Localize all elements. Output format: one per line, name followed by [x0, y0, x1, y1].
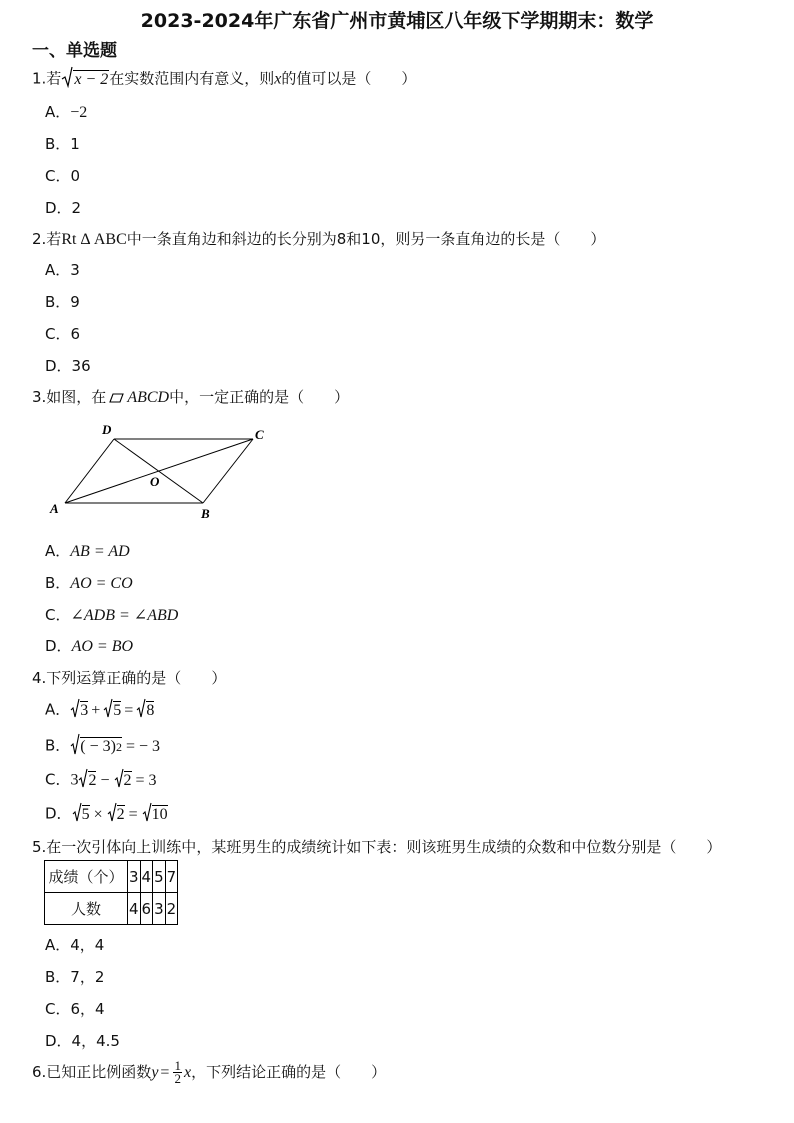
question-2: [32, 228, 605, 249]
radicand: 10: [151, 805, 168, 823]
q2-option-d[interactable]: D．36: [45, 357, 91, 375]
radicand: 5: [113, 701, 122, 719]
table-cell: 4: [140, 861, 153, 893]
result: = − 3: [125, 737, 161, 755]
sqrt-symbol-icon: [72, 801, 82, 827]
option-label: A．: [45, 103, 71, 121]
coefficient: 3: [70, 771, 79, 789]
q3-option-b[interactable]: [45, 572, 133, 593]
table-cell: 3: [128, 861, 141, 893]
option-value: ∠ADB = ∠ABD: [70, 607, 179, 624]
sqrt-symbol-icon: [142, 801, 152, 827]
parallelogram-name: ABCD: [127, 389, 170, 406]
question-1-text: 在实数范围内有意义，则: [109, 69, 275, 88]
operator: =: [128, 805, 138, 823]
section-heading: 一、单选题: [32, 41, 117, 61]
q4-option-d[interactable]: [45, 801, 168, 827]
q4-option-c[interactable]: [45, 767, 157, 793]
question-2-number: 2.若: [32, 230, 62, 248]
page-title: 2023-2024年广东省广州市黄埔区八年级下学期期末：数学: [140, 10, 654, 32]
label-d: D: [102, 422, 112, 437]
operator: −: [100, 771, 110, 789]
option-label: A．: [45, 542, 71, 560]
q4-option-b[interactable]: [45, 732, 160, 760]
option-label: B．: [45, 736, 71, 755]
q1-option-d[interactable]: D．2: [45, 199, 82, 217]
q3-option-c[interactable]: [45, 604, 178, 625]
label-a: A: [50, 501, 59, 516]
table-cell: 成绩（个）: [45, 861, 128, 893]
variable-y: y: [151, 1064, 159, 1081]
option-label: D．: [45, 637, 72, 655]
score-table: [44, 860, 178, 925]
question-6: [32, 1060, 386, 1085]
sqrt-symbol-icon: [114, 767, 124, 793]
operator: =: [160, 1064, 170, 1081]
question-2-text: 中一条直角边和斜边的长分别为8和10，则另一条直角边的长是（ ）: [126, 230, 606, 248]
radicand: 3: [80, 701, 89, 719]
table-cell: 人数: [45, 893, 128, 925]
question-6-number: 6.已知正比例函数: [32, 1063, 152, 1081]
parallelogram-figure: [44, 418, 274, 523]
question-3: [32, 386, 349, 407]
radicand-base: ( − 3): [80, 737, 116, 755]
radicand: x − 2: [74, 70, 109, 88]
q4-option-a[interactable]: [45, 697, 154, 723]
q5-option-c[interactable]: C．6，4: [45, 1000, 105, 1018]
sqrt-symbol-icon: [103, 697, 113, 723]
sqrt-symbol-icon: [70, 697, 80, 723]
label-o: O: [150, 474, 160, 489]
option-label: D．: [45, 804, 72, 823]
diagonal-bd: [114, 439, 203, 503]
option-label: A．: [45, 700, 71, 719]
option-label: C．: [45, 606, 71, 624]
numerator: 1: [174, 1058, 181, 1073]
sqrt-symbol-icon: [70, 732, 80, 760]
question-5: 5.在一次引体向上训练中，某班男生的成绩统计如下表：则该班男生成绩的众数和中位数分别是（ ）: [32, 838, 722, 856]
option-label: C．: [45, 770, 71, 789]
sqrt-symbol-icon: [107, 801, 117, 827]
q3-option-d[interactable]: [45, 635, 133, 656]
question-3-text: 中，一定正确的是（ ）: [169, 388, 350, 406]
q2-option-c[interactable]: C．6: [45, 325, 81, 343]
q1-option-c[interactable]: C．0: [45, 167, 81, 185]
sqrt-symbol-icon: [136, 697, 146, 723]
variable-x: x: [183, 1064, 192, 1081]
question-6-text: ，下列结论正确的是（ ）: [191, 1063, 387, 1081]
q5-option-b[interactable]: B．7，2: [45, 968, 105, 986]
q1-option-b[interactable]: B．1: [45, 135, 80, 153]
radicand: 2: [88, 771, 97, 789]
table-cell: 2: [165, 893, 178, 925]
result: = 3: [135, 771, 157, 789]
table-cell: 5: [153, 861, 166, 893]
operator: ×: [93, 805, 103, 823]
question-1-text-end: 的值可以是（ ）: [281, 69, 417, 88]
parallelogram-icon: [109, 389, 124, 407]
question-4: 4.下列运算正确的是（ ）: [32, 669, 227, 687]
q1-option-a[interactable]: [45, 101, 87, 122]
exponent: 2: [115, 739, 122, 754]
variable-x: x: [274, 70, 282, 88]
side-da: [65, 439, 114, 503]
table-cell: 3: [153, 893, 166, 925]
option-value: AO = BO: [71, 638, 134, 655]
sqrt-symbol-icon: [61, 66, 73, 92]
question-3-number: 3.如图，在: [32, 388, 107, 406]
q2-option-b[interactable]: B．9: [45, 293, 80, 311]
triangle-math: Rt Δ ABC: [61, 231, 127, 248]
radicand: 2: [116, 805, 125, 823]
radicand: 8: [146, 701, 155, 719]
denominator: 2: [174, 1071, 181, 1086]
table-cell: 7: [165, 861, 178, 893]
q3-option-a[interactable]: [45, 540, 130, 561]
option-label: B．: [45, 574, 71, 592]
label-c: C: [255, 427, 264, 442]
table-cell: 4: [128, 893, 141, 925]
question-1: [32, 66, 416, 92]
table-row: [45, 893, 178, 925]
sqrt-symbol-icon: [78, 767, 88, 793]
operator: =: [124, 701, 134, 719]
table-cell: 6: [140, 893, 153, 925]
radicand: 5: [81, 805, 90, 823]
table-row: [45, 861, 178, 893]
q5-option-d[interactable]: D．4，4.5: [45, 1032, 120, 1050]
option-value: AO = CO: [70, 575, 133, 592]
question-1-number: 1.若: [32, 69, 62, 88]
radicand: 2: [123, 771, 132, 789]
operator: +: [91, 701, 101, 719]
radicand: [80, 737, 122, 755]
fraction: [173, 1060, 182, 1085]
q2-option-a[interactable]: A．3: [45, 261, 80, 279]
option-value: −2: [70, 104, 88, 121]
option-value: AB = AD: [70, 543, 130, 560]
side-bc: [203, 439, 253, 503]
label-b: B: [201, 506, 210, 521]
q5-option-a[interactable]: A．4，4: [45, 936, 105, 954]
